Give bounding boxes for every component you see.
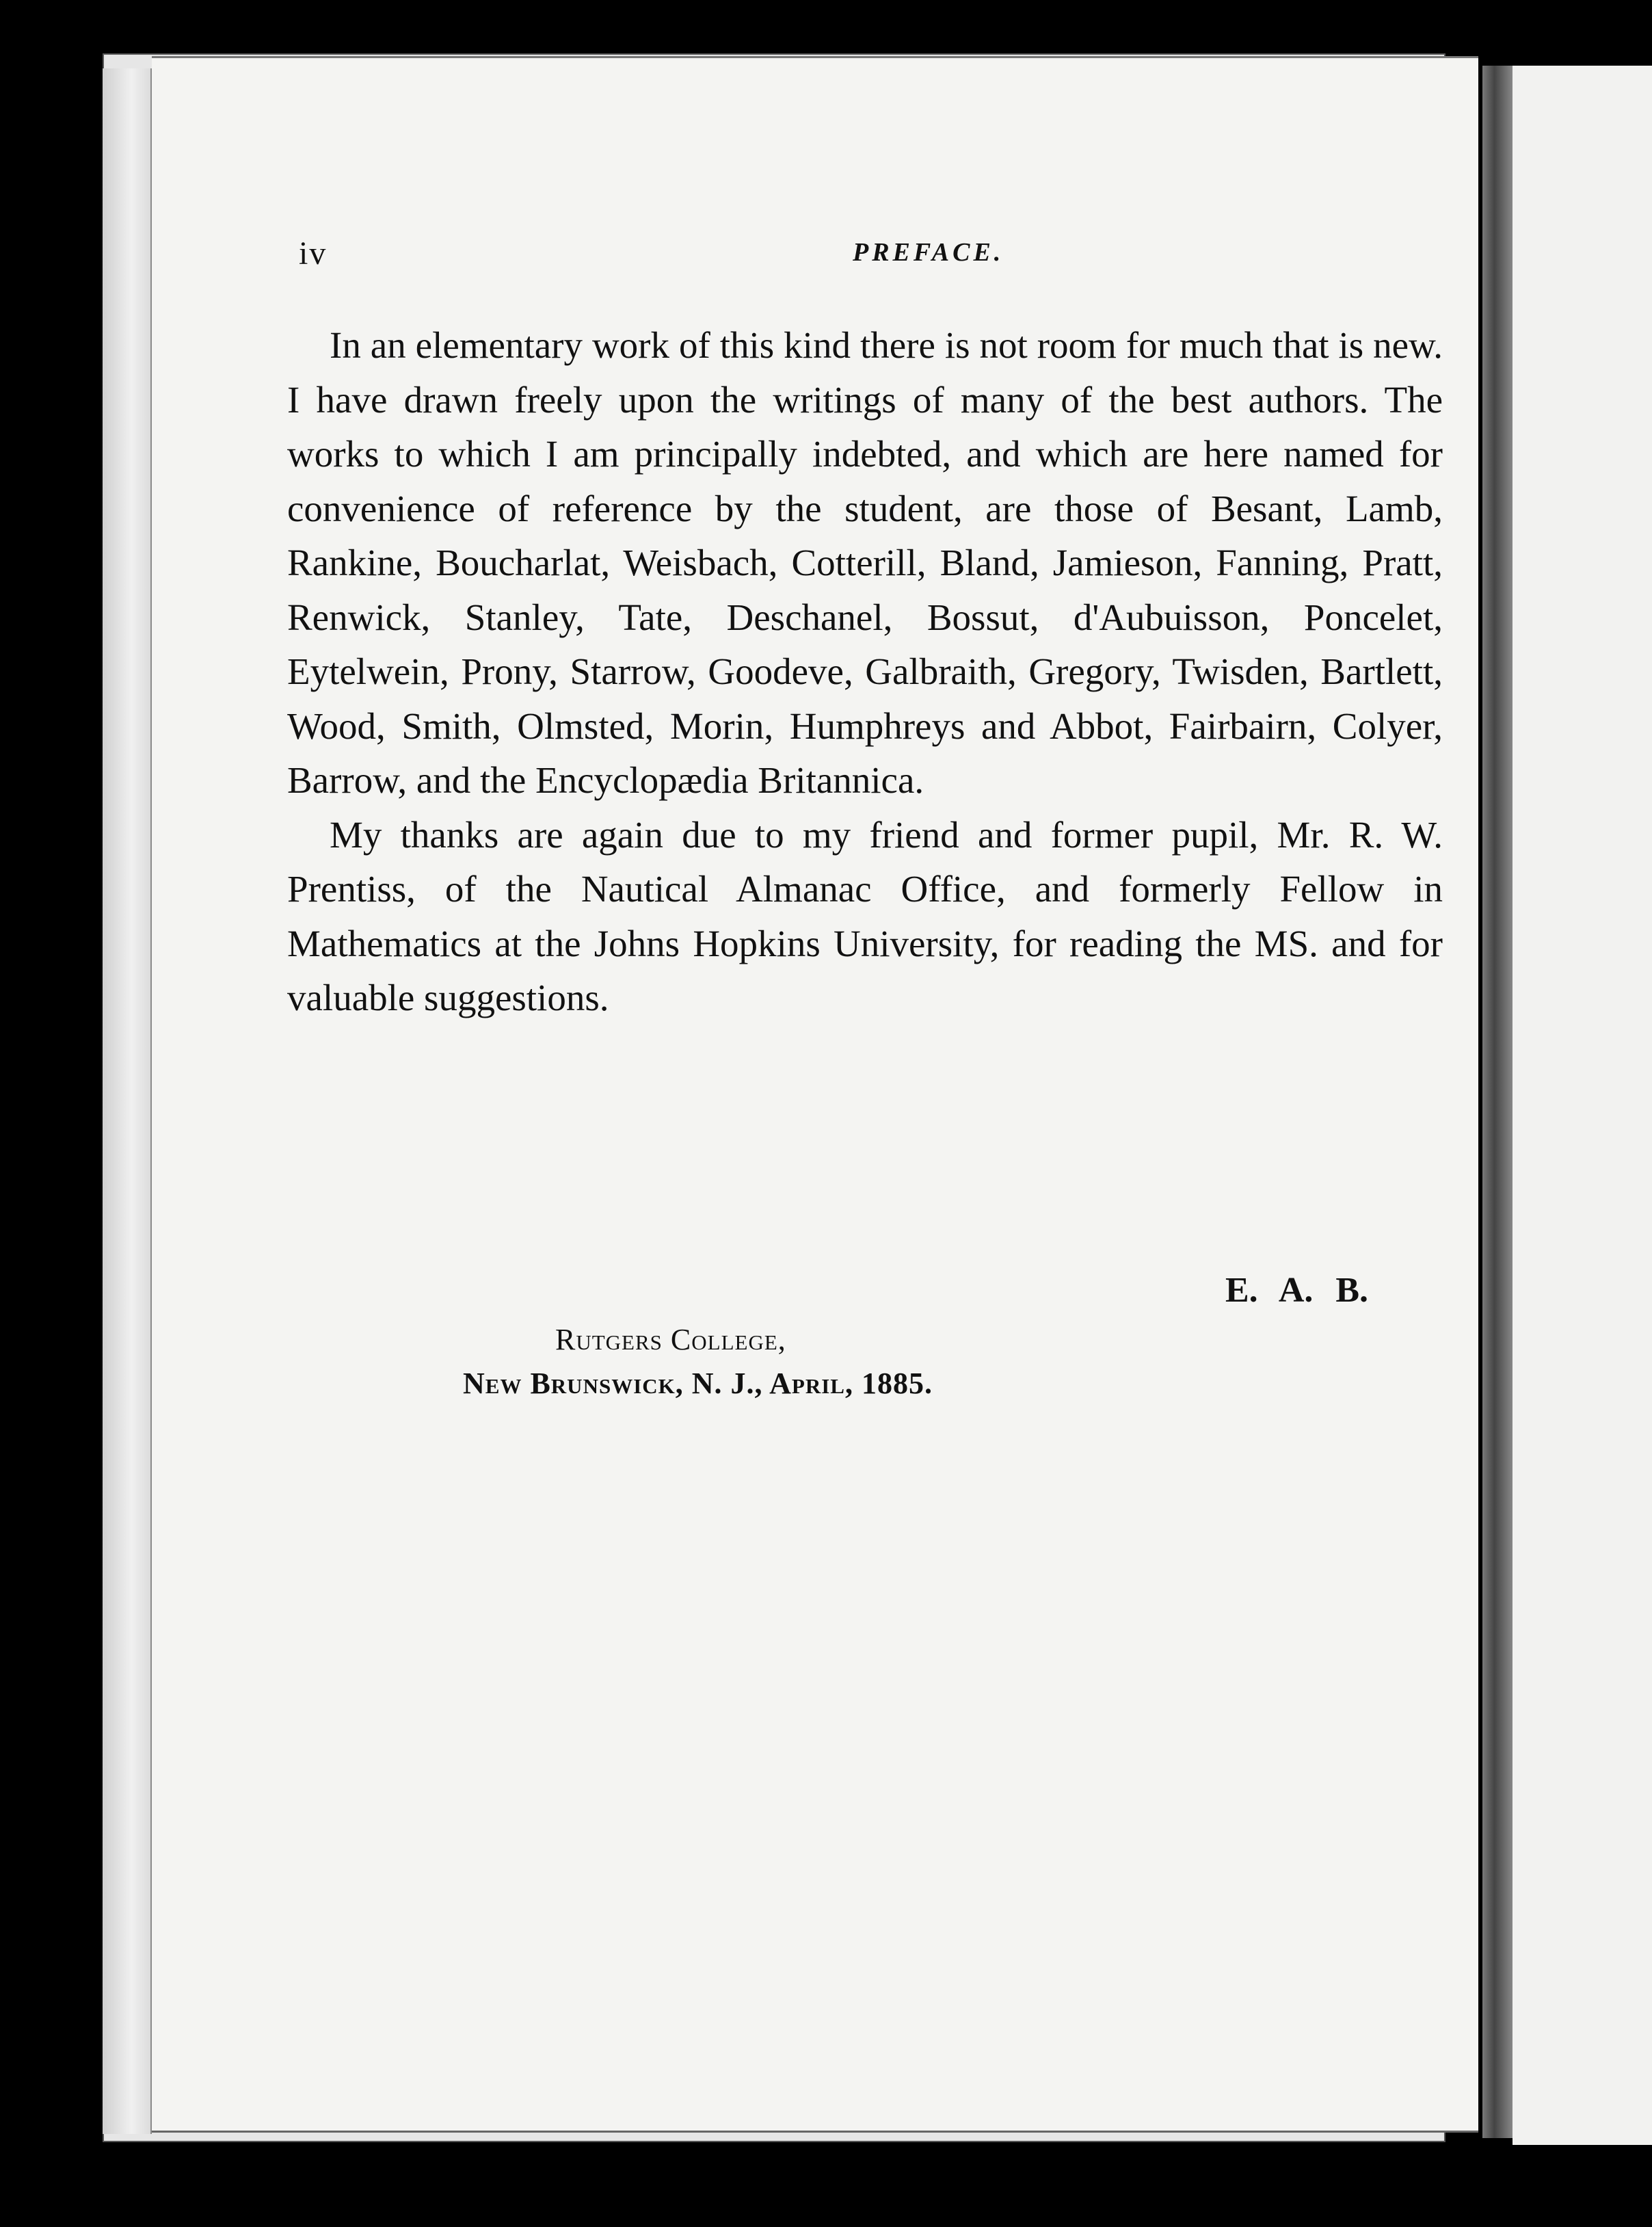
page-number: iv <box>299 235 328 272</box>
author-initials: E. A. B. <box>1225 1271 1369 1310</box>
preface-body <box>287 318 1443 1025</box>
page-title: PREFACE. <box>853 238 1004 267</box>
page-stack-edge <box>103 68 152 2134</box>
running-head <box>299 235 1434 289</box>
paragraph-authors: In an elementary work of this kind there is not room for much that is new. I have drawn freely upon the writings of many of the best authors. The works to which I am principally indebted, and which are here named for convenience of reference by the student, are those of Besant, Lamb, Rankine, Boucharlat, Weisbach, Cotterill, Bland, Jamieson, Fanning, Pratt, Renwick, Stanley, Tate, Deschanel, Bossut, d'Aubuisson, Poncelet, Eytelwein, Prony, Starrow, Goodeve, Galbraith, Gregory, Twisden, Bartlett, Wood, Smith, Olmsted, Morin, Humphreys and Abbot, Fairbairn, Colyer, Barrow, and the Encyclopædia Britannica. <box>287 324 1443 801</box>
book-gutter <box>1482 66 1513 2138</box>
facing-page <box>1513 66 1652 2145</box>
paragraph-thanks: My thanks are again due to my friend and former pupil, Mr. R. W. Prentiss, of the Nautical Almanac Office, and formerly Fellow in Mathematics at the Johns Hopkins University, for reading the MS. and for valuable suggestions. <box>287 813 1443 1018</box>
place-line-college: Rutgers College, <box>555 1323 786 1356</box>
book-page <box>152 56 1478 2133</box>
place-line-date: New Brunswick, N. J., April, 1885. <box>463 1367 933 1400</box>
